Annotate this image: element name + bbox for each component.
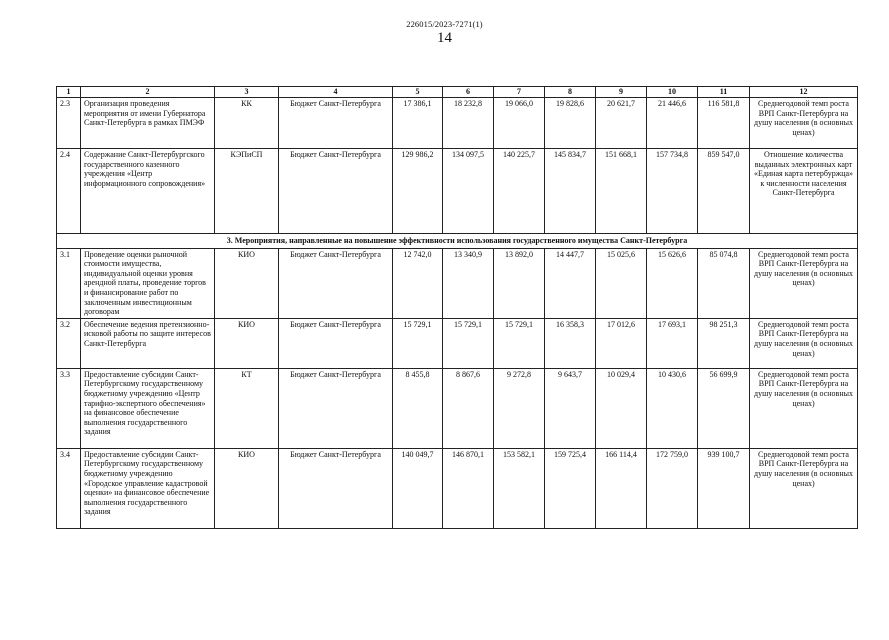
value-cell: 129 986,2	[393, 149, 443, 234]
total-cell: 98 251,3	[698, 318, 750, 368]
value-cell: 15 626,6	[647, 248, 698, 318]
table-row	[57, 248, 858, 318]
table-row	[57, 98, 858, 149]
table-row	[57, 318, 858, 368]
row-number: 3.1	[57, 248, 81, 318]
funding-source: Бюджет Санкт-Петербурга	[279, 98, 393, 149]
column-header: 9	[596, 87, 647, 98]
activity-name: Предоставление субсидии Санкт-Петербургскому государственному бюджетному учреждению «Городское управление кадастровой оценки» на финансовое обеспечение выполнения государственного задания	[81, 448, 215, 528]
table-row	[57, 368, 858, 448]
value-cell: 19 828,6	[545, 98, 596, 149]
value-cell: 9 272,8	[494, 368, 545, 448]
funding-source: Бюджет Санкт-Петербурга	[279, 318, 393, 368]
value-cell: 18 232,8	[443, 98, 494, 149]
indicator: Среднегодовой темп роста ВРП Санкт-Петербурга на душу населения (в основных ценах)	[750, 318, 858, 368]
value-cell: 14 447,7	[545, 248, 596, 318]
total-cell: 85 074,8	[698, 248, 750, 318]
value-cell: 13 340,9	[443, 248, 494, 318]
value-cell: 15 729,1	[494, 318, 545, 368]
value-cell: 8 867,6	[443, 368, 494, 448]
funding-source: Бюджет Санкт-Петербурга	[279, 368, 393, 448]
column-header: 5	[393, 87, 443, 98]
indicator: Отношение количества выданных электронных карт «Единая карта петербуржца» к численности населения Санкт-Петербурга	[750, 149, 858, 234]
value-cell: 16 358,3	[545, 318, 596, 368]
value-cell: 13 892,0	[494, 248, 545, 318]
total-cell: 859 547,0	[698, 149, 750, 234]
column-header: 12	[750, 87, 858, 98]
value-cell: 15 025,6	[596, 248, 647, 318]
page-number: 14	[437, 30, 452, 46]
column-header: 10	[647, 87, 698, 98]
value-cell: 20 621,7	[596, 98, 647, 149]
column-header: 3	[215, 87, 279, 98]
executor: КК	[215, 98, 279, 149]
value-cell: 140 049,7	[393, 448, 443, 528]
value-cell: 17 693,1	[647, 318, 698, 368]
funding-source: Бюджет Санкт-Петербурга	[279, 149, 393, 234]
column-header: 6	[443, 87, 494, 98]
value-cell: 19 066,0	[494, 98, 545, 149]
value-cell: 17 012,6	[596, 318, 647, 368]
value-cell: 17 386,1	[393, 98, 443, 149]
program-activities-table	[56, 86, 858, 529]
value-cell: 15 729,1	[393, 318, 443, 368]
section-row	[57, 234, 858, 249]
indicator: Среднегодовой темп роста ВРП Санкт-Петербурга на душу населения (в основных ценах)	[750, 368, 858, 448]
value-cell: 21 446,6	[647, 98, 698, 149]
value-cell: 10 029,4	[596, 368, 647, 448]
total-cell: 56 699,9	[698, 368, 750, 448]
table-row	[57, 448, 858, 528]
executor: КТ	[215, 368, 279, 448]
value-cell: 153 582,1	[494, 448, 545, 528]
executor: КЭПиСП	[215, 149, 279, 234]
section-title: 3. Мероприятия, направленные на повышение эффективности использования государственного имущества Санкт-Петербурга	[57, 234, 858, 249]
indicator: Среднегодовой темп роста ВРП Санкт-Петербурга на душу населения (в основных ценах)	[750, 248, 858, 318]
column-header: 4	[279, 87, 393, 98]
column-header: 8	[545, 87, 596, 98]
indicator: Среднегодовой темп роста ВРП Санкт-Петербурга на душу населения (в основных ценах)	[750, 448, 858, 528]
value-cell: 9 643,7	[545, 368, 596, 448]
value-cell: 145 834,7	[545, 149, 596, 234]
value-cell: 10 430,6	[647, 368, 698, 448]
activity-name: Предоставление субсидии Санкт-Петербургскому государственному бюджетному учреждению «Центр тарифно-экспертного обеспечения» на финансовое обеспечение выполнения государственного задания	[81, 368, 215, 448]
row-number: 3.2	[57, 318, 81, 368]
activity-name: Содержание Санкт-Петербургского государственного казенного учреждения «Центр информационного сопровождения»	[81, 149, 215, 234]
table-header-row	[57, 87, 858, 98]
value-cell: 12 742,0	[393, 248, 443, 318]
funding-source: Бюджет Санкт-Петербурга	[279, 248, 393, 318]
total-cell: 939 100,7	[698, 448, 750, 528]
column-header: 2	[81, 87, 215, 98]
value-cell: 134 097,5	[443, 149, 494, 234]
document-id: 226015/2023-7271(1)	[406, 19, 483, 29]
activity-name: Организация проведения мероприятия от имени Губернатора Санкт-Петербурга в рамках ПМЭФ	[81, 98, 215, 149]
value-cell: 172 759,0	[647, 448, 698, 528]
value-cell: 151 668,1	[596, 149, 647, 234]
row-number: 2.3	[57, 98, 81, 149]
column-header: 11	[698, 87, 750, 98]
column-header: 7	[494, 87, 545, 98]
executor: КИО	[215, 248, 279, 318]
executor: КИО	[215, 318, 279, 368]
row-number: 3.3	[57, 368, 81, 448]
executor: КИО	[215, 448, 279, 528]
value-cell: 157 734,8	[647, 149, 698, 234]
row-number: 3.4	[57, 448, 81, 528]
funding-source: Бюджет Санкт-Петербурга	[279, 448, 393, 528]
indicator: Среднегодовой темп роста ВРП Санкт-Петербурга на душу населения (в основных ценах)	[750, 98, 858, 149]
value-cell: 15 729,1	[443, 318, 494, 368]
table-row	[57, 149, 858, 234]
value-cell: 166 114,4	[596, 448, 647, 528]
value-cell: 159 725,4	[545, 448, 596, 528]
column-header: 1	[57, 87, 81, 98]
activity-name: Проведение оценки рыночной стоимости имущества, индивидуальной оценки уровня арендной платы, проведение торгов и финансирование работ по заключенным инвестиционным договорам	[81, 248, 215, 318]
total-cell: 116 581,8	[698, 98, 750, 149]
value-cell: 8 455,8	[393, 368, 443, 448]
activity-name: Обеспечение ведения претензионно-исковой работы по защите интересов Санкт-Петербурга	[81, 318, 215, 368]
value-cell: 146 870,1	[443, 448, 494, 528]
value-cell: 140 225,7	[494, 149, 545, 234]
row-number: 2.4	[57, 149, 81, 234]
